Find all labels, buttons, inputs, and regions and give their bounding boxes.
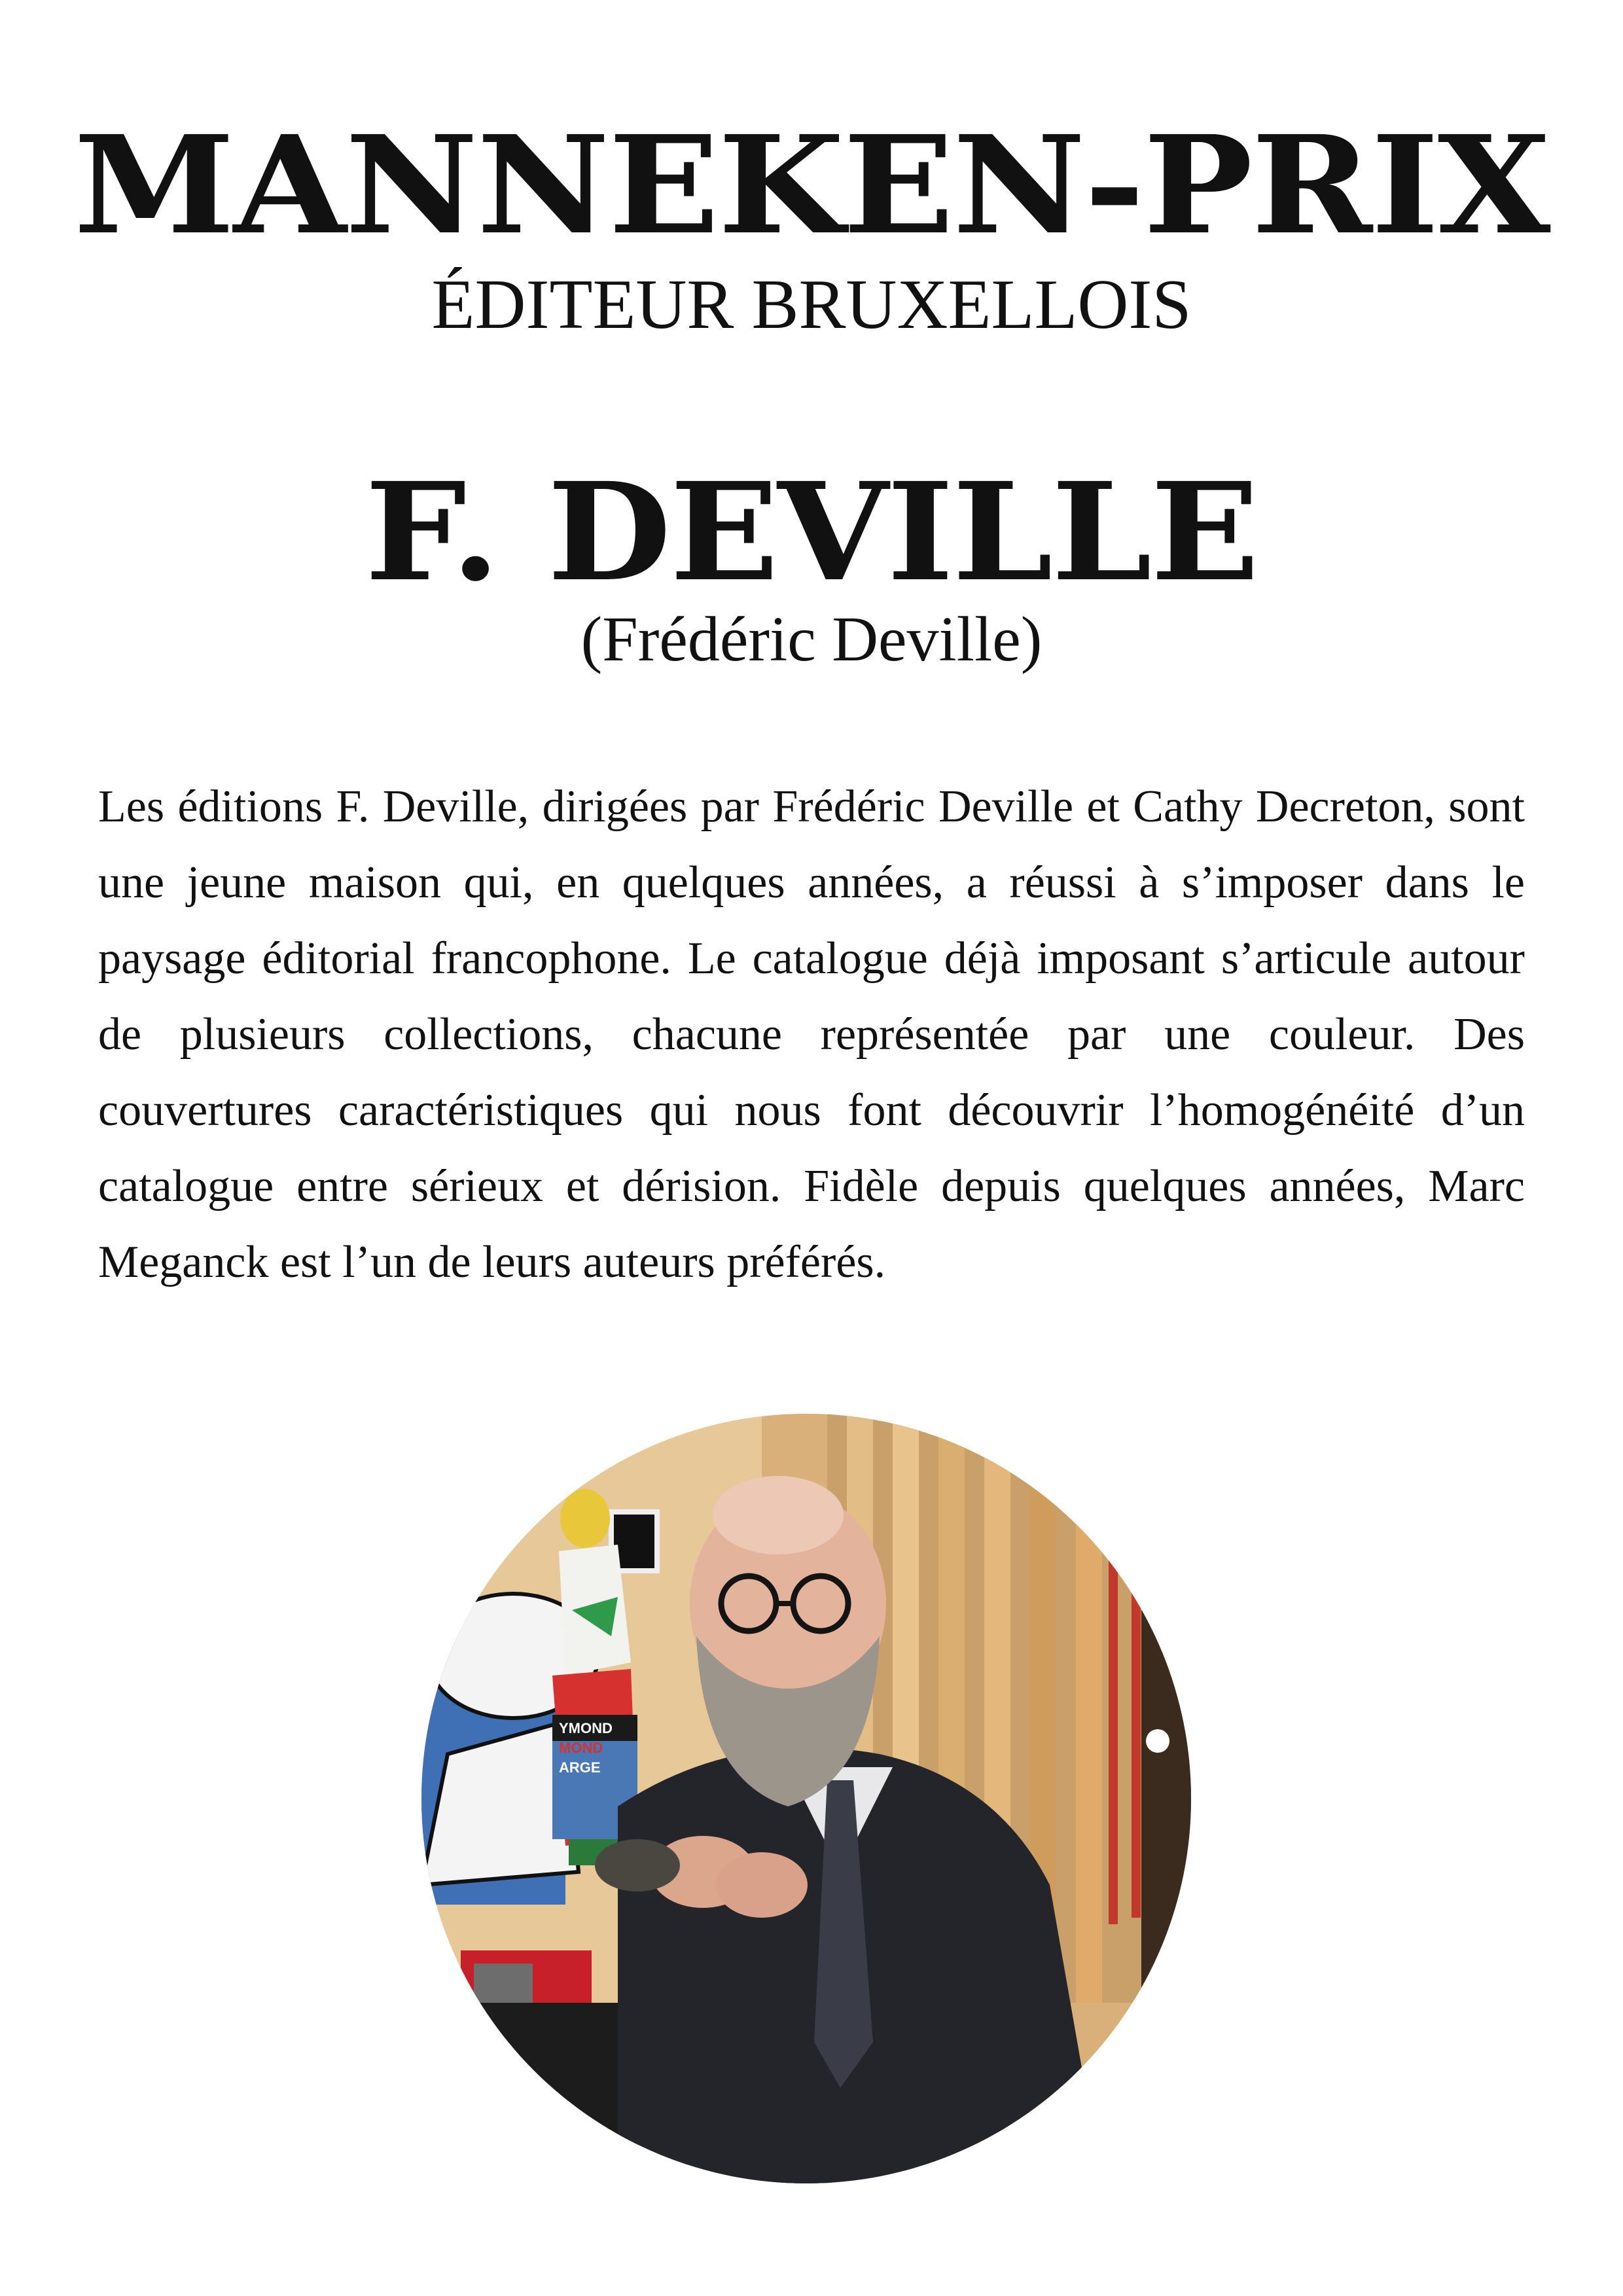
laureate-name: F. DEVILLE	[365, 453, 1258, 611]
laureate-full-name: (Frédéric Deville)	[580, 604, 1043, 675]
biography-paragraph: Les éditions F. Deville, dirigées par Frédéric Deville et Cathy Decreton, sont une jeune maison qui, en quelques années, a réussi à s’imposer dans le paysage éditorial francophone. Le catalogue déjà imposant s’articule autour de plusieurs collections, chacune représentée par une couleur. Des couvertures caractéristiques qui nous font découvrir l’homogénéité d’un catalogue entre sérieux et dérision. Fidèle depuis quelques années, Marc Meganck est l’un de leurs auteurs préférés.	[98, 781, 1525, 1287]
book-cover-text-3: ARGE	[559, 1759, 601, 1776]
book-cover-text-2: MOND	[559, 1740, 603, 1756]
book-cover-text-1: YMOND	[559, 1720, 613, 1736]
portrait-photo	[421, 1414, 1191, 2183]
portrait-illustration	[421, 1414, 1191, 2183]
prize-subtitle: ÉDITEUR BRUXELLOIS	[431, 266, 1192, 344]
prize-title: MANNEKEN-PRIX	[73, 106, 1550, 264]
